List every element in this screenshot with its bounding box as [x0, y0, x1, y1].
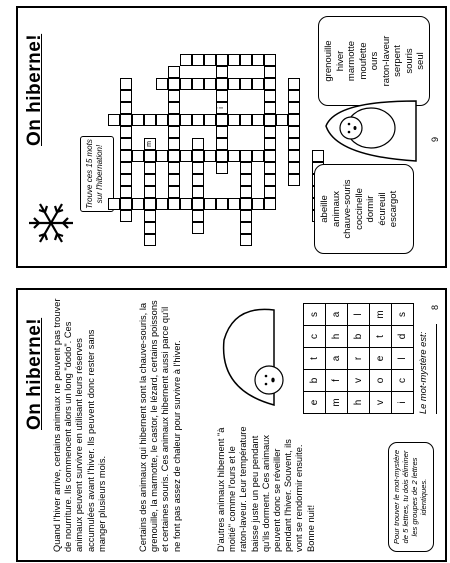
crossword-cell[interactable] [192, 150, 204, 162]
crossword-cell[interactable] [204, 150, 216, 162]
crossword-cell[interactable] [204, 78, 216, 90]
page-number: 8 [430, 304, 440, 310]
crossword-cell[interactable] [240, 198, 252, 210]
word-search-cell[interactable]: l [392, 348, 414, 370]
crossword-cell[interactable] [156, 198, 168, 210]
crossword-cell[interactable] [180, 78, 192, 90]
word-list-item: écureuil [376, 192, 388, 226]
crossword-cell[interactable] [144, 210, 156, 222]
crossword-cell[interactable] [216, 126, 228, 138]
crossword-cell[interactable] [120, 150, 132, 162]
crossword-cell[interactable] [120, 114, 132, 126]
word-list-item: chauve-souris [342, 179, 353, 239]
crossword-cell[interactable] [288, 162, 300, 174]
crossword-grid [108, 26, 338, 246]
crossword-cell[interactable] [180, 198, 192, 210]
crossword-cell[interactable] [240, 174, 252, 186]
word-search-cell[interactable]: f [326, 370, 348, 392]
crossword-title: On hiberne! [24, 33, 45, 146]
word-list-item: seul [415, 52, 426, 70]
word-search-row [392, 304, 414, 414]
crossword-cell[interactable] [192, 138, 204, 150]
crossword-cell[interactable] [156, 150, 168, 162]
crossword-cell[interactable] [108, 198, 120, 210]
word-search-cell[interactable]: s [392, 304, 414, 326]
crossword-cell[interactable] [264, 138, 276, 150]
crossword-cell[interactable] [192, 210, 204, 222]
crossword-cell[interactable] [264, 186, 276, 198]
crossword-page-rotated [18, 8, 445, 266]
word-search-cell[interactable]: h [326, 326, 348, 348]
crossword-cell[interactable] [288, 126, 300, 138]
crossword-cell[interactable] [240, 78, 252, 90]
word-search-cell[interactable]: h [348, 392, 370, 414]
crossword-cell[interactable] [264, 198, 276, 210]
crossword-cell[interactable] [252, 198, 264, 210]
crossword-cell[interactable] [216, 90, 228, 102]
text-page [16, 288, 447, 562]
crossword-cell[interactable] [240, 222, 252, 234]
word-search-cell[interactable]: c [304, 326, 326, 348]
crossword-cell[interactable] [144, 198, 156, 210]
word-search-row [326, 304, 348, 414]
crossword-cell[interactable] [240, 150, 252, 162]
word-list-item: marmotte [346, 40, 357, 82]
clue-text: Trouve ces 15 mots sur l'hibernation! [85, 139, 104, 209]
word-list-right [318, 16, 430, 106]
word-list-item: moufette [357, 42, 369, 80]
crossword-cell[interactable] [240, 114, 252, 126]
crossword-cell[interactable] [264, 174, 276, 186]
crossword-cell[interactable] [216, 66, 228, 78]
word-list-item: coccinelle [353, 188, 365, 230]
crossword-cell[interactable] [252, 54, 264, 66]
word-search-cell[interactable]: e [304, 392, 326, 414]
mystery-answer-line[interactable] [436, 324, 437, 414]
crossword-cell[interactable] [288, 114, 300, 126]
word-search-row [304, 304, 326, 414]
crossword-cell[interactable] [264, 102, 276, 114]
crossword-cell[interactable] [240, 234, 252, 246]
word-list-item: abeille [319, 195, 330, 223]
word-search-cell[interactable]: t [304, 348, 326, 370]
crossword-cell[interactable] [120, 90, 132, 102]
crossword-cell[interactable] [192, 198, 204, 210]
crossword-cell[interactable] [216, 54, 228, 66]
word-search-cell[interactable]: b [304, 370, 326, 392]
crossword-cell[interactable] [288, 174, 300, 186]
crossword-cell[interactable] [264, 78, 276, 90]
word-search-cell[interactable]: b [348, 326, 370, 348]
crossword-cell[interactable] [156, 78, 168, 90]
crossword-cell[interactable] [120, 126, 132, 138]
mystery-label: Le mot-mystère est: [418, 331, 428, 414]
word-search-cell[interactable]: v [370, 392, 392, 414]
word-list-item: ours [369, 51, 380, 71]
crossword-cell[interactable] [168, 162, 180, 174]
crossword-cell[interactable] [168, 102, 180, 114]
crossword-cell[interactable] [204, 114, 216, 126]
word-list-item: animaux [330, 191, 342, 227]
word-search-row [370, 304, 392, 414]
crossword-cell[interactable] [168, 66, 180, 78]
crossword-cell[interactable] [288, 90, 300, 102]
instruction-note [388, 442, 434, 552]
crossword-cell[interactable] [168, 126, 180, 138]
crossword-cell[interactable] [120, 78, 132, 90]
crossword-cell[interactable] [228, 114, 240, 126]
crossword-cell[interactable] [252, 114, 264, 126]
crossword-cell[interactable] [120, 198, 132, 210]
word-search-cell[interactable]: o [370, 370, 392, 392]
instruction-text: Pour trouver le mot-mystère de 5 lettres, tu dois éliminer les groupes de 2 lettres identiques. [392, 449, 428, 545]
crossword-cell[interactable] [264, 90, 276, 102]
crossword-cell[interactable] [108, 114, 120, 126]
crossword-cell[interactable] [288, 78, 300, 90]
crossword-cell[interactable] [168, 138, 180, 150]
crossword-cell[interactable] [132, 198, 144, 210]
crossword-cell[interactable] [264, 162, 276, 174]
word-search-grid [303, 303, 414, 414]
crossword-cell[interactable] [288, 138, 300, 150]
crossword-cell[interactable] [192, 174, 204, 186]
crossword-cell[interactable] [168, 174, 180, 186]
crossword-cell[interactable] [216, 138, 228, 150]
crossword-cell[interactable] [240, 162, 252, 174]
crossword-cell[interactable] [156, 114, 168, 126]
crossword-cell[interactable] [252, 78, 264, 90]
crossword-cell[interactable] [120, 162, 132, 174]
crossword-cell[interactable] [264, 54, 276, 66]
crossword-cell[interactable]: m [144, 138, 156, 150]
crossword-cell[interactable] [264, 114, 276, 126]
crossword-cell[interactable] [216, 78, 228, 90]
crossword-page [16, 6, 447, 268]
crossword-cell[interactable] [144, 150, 156, 162]
word-search-cell[interactable]: v [348, 370, 370, 392]
crossword-cell[interactable] [168, 198, 180, 210]
crossword-cell[interactable] [252, 150, 264, 162]
crossword-cell[interactable] [264, 150, 276, 162]
sleeping-bear-icon [316, 96, 426, 166]
word-search-cell[interactable]: d [392, 326, 414, 348]
crossword-cell[interactable] [216, 162, 228, 174]
crossword-cell[interactable] [216, 198, 228, 210]
crossword-cell[interactable] [264, 126, 276, 138]
crossword-cell[interactable] [120, 174, 132, 186]
crossword-cell[interactable] [192, 162, 204, 174]
word-list-left [314, 164, 414, 254]
word-list-item: souris [403, 48, 415, 74]
word-list-item: serpent [392, 45, 403, 77]
crossword-cell[interactable] [192, 222, 204, 234]
crossword-cell[interactable] [276, 114, 288, 126]
word-list-item: grenouille [323, 40, 334, 82]
crossword-cell[interactable] [204, 54, 216, 66]
crossword-cell[interactable] [144, 222, 156, 234]
crossword-cell[interactable] [180, 150, 192, 162]
crossword-cell[interactable] [168, 90, 180, 102]
word-search-row [348, 304, 370, 414]
word-search-cell[interactable]: t [370, 326, 392, 348]
crossword-cell[interactable] [168, 150, 180, 162]
crossword-cell[interactable] [180, 54, 192, 66]
crossword-cell[interactable] [144, 162, 156, 174]
crossword-cell[interactable] [288, 150, 300, 162]
crossword-cell[interactable] [192, 186, 204, 198]
crossword-cell[interactable] [192, 78, 204, 90]
word-list-item: dormir [365, 195, 376, 223]
crossword-cell[interactable] [120, 102, 132, 114]
crossword-cell[interactable] [192, 54, 204, 66]
crossword-cell[interactable] [264, 66, 276, 78]
crossword-cell[interactable] [120, 138, 132, 150]
paragraph-1: Quand l'hiver arrive, certains animaux ne peuvent pas trouver de nourriture. Ils commencent alors un long "dodo". Ces animaux peuvent survivre en utilisant leurs réserves accumulées avant l'hiver. Ils peuvent donc rester sans manger plusieurs mois. [52, 298, 107, 552]
crossword-cell[interactable] [168, 186, 180, 198]
word-list-item: escargot [388, 190, 399, 228]
crossword-cell[interactable] [168, 78, 180, 90]
snowflake-icon [26, 198, 76, 248]
word-search-cell[interactable]: a [326, 348, 348, 370]
crossword-cell[interactable] [120, 186, 132, 198]
word-list-item: hiver [334, 50, 346, 72]
word-search-cell[interactable]: a [326, 304, 348, 326]
word-search-cell[interactable]: m [370, 304, 392, 326]
crossword-cell[interactable] [180, 114, 192, 126]
page-number: 9 [430, 136, 440, 142]
crossword-cell[interactable] [132, 114, 144, 126]
word-search-cell[interactable]: r [348, 348, 370, 370]
crossword-cell[interactable]: i [216, 102, 228, 114]
word-search-cell[interactable]: s [304, 304, 326, 326]
crossword-cell[interactable] [228, 150, 240, 162]
crossword-cell[interactable] [288, 102, 300, 114]
crossword-cell[interactable] [216, 114, 228, 126]
crossword-cell[interactable] [144, 174, 156, 186]
crossword-cell[interactable] [228, 198, 240, 210]
crossword-cell[interactable] [192, 114, 204, 126]
crossword-cell[interactable] [144, 234, 156, 246]
word-list-item: raton-laveur [380, 35, 392, 87]
word-search-cell[interactable]: e [370, 348, 392, 370]
text-page-rotated [18, 290, 445, 560]
crossword-cell[interactable] [132, 150, 144, 162]
crossword-cell[interactable] [144, 186, 156, 198]
crossword-cell[interactable] [144, 114, 156, 126]
crossword-cell[interactable] [216, 150, 228, 162]
bear-icon [214, 300, 304, 410]
paragraph-2: Certains des animaux qui hibernent sont la chauve-souris, la grenouille, la marmotte, le castor, le lézard, certains poissons et certaines souris. Ces animaux hibernent aussi parce qu'il ne font pas assez de chaleur pour survivre à l'hiver. [138, 300, 182, 552]
crossword-cell[interactable] [120, 210, 132, 222]
crossword-cell[interactable] [240, 186, 252, 198]
crossword-cell[interactable] [228, 78, 240, 90]
paragraph-3: D'autres animaux hibernent "à moitié" comme l'ours et le raton-laveur. Leur température baisse juste un peu pendant qu'ils dorment. Ces animaux peuvent donc se réveiller pendant l'hiver. Souvent, ils vont se rendormir ensuite. Bonne nuit! [216, 426, 316, 552]
crossword-cell[interactable] [204, 198, 216, 210]
word-search-cell[interactable]: m [326, 392, 348, 414]
word-search-cell[interactable]: l [348, 304, 370, 326]
crossword-cell[interactable] [168, 114, 180, 126]
word-search-cell[interactable]: c [392, 370, 414, 392]
word-search-cell[interactable]: i [392, 392, 414, 414]
crossword-cell[interactable] [240, 210, 252, 222]
text-title: On hiberne! [24, 317, 45, 430]
crossword-cell[interactable] [240, 54, 252, 66]
crossword-cell[interactable] [228, 54, 240, 66]
